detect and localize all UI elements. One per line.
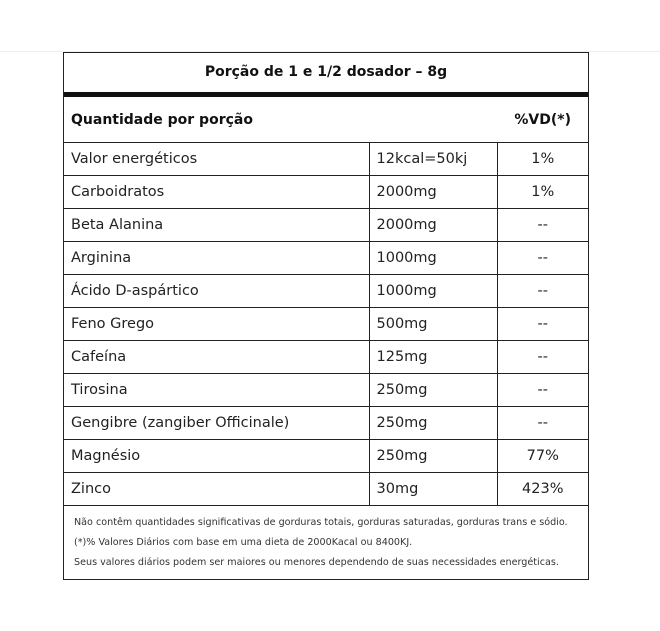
nutrient-daily-value: -- [497,341,588,374]
nutrient-amount: 12kcal=50kj [369,143,497,176]
nutrient-name: Beta Alanina [64,209,369,242]
nutrient-daily-value: 1% [497,176,588,209]
nutrient-daily-value: -- [497,374,588,407]
nutrient-daily-value: -- [497,308,588,341]
table-row [64,473,588,506]
nutrient-amount: 2000mg [369,209,497,242]
nutrient-daily-value: 77% [497,440,588,473]
table-row [64,143,588,176]
nutrient-name: Tirosina [64,374,369,407]
nutrient-amount: 250mg [369,407,497,440]
nutrient-name: Magnésio [64,440,369,473]
table-row [64,275,588,308]
footnote: Seus valores diários podem ser maiores ou menores dependendo de suas necessidades energéticas. [74,557,559,568]
nutrient-amount: 250mg [369,374,497,407]
footnotes [64,506,588,568]
serving-size-text: Porção de 1 e 1/2 dosador – 8g [204,64,448,80]
nutrient-name: Valor energéticos [64,143,369,176]
table-row [64,341,588,374]
table-row [64,374,588,407]
nutrient-daily-value: -- [497,242,588,275]
nutrient-name: Carboidratos [64,176,369,209]
table-row [64,209,588,242]
nutrient-amount: 250mg [369,440,497,473]
nutrient-amount: 1000mg [369,275,497,308]
quantity-per-serving-label: Quantidade por porção [71,111,253,128]
nutrient-daily-value: -- [497,407,588,440]
nutrient-amount: 30mg [369,473,497,506]
nutrient-amount: 2000mg [369,176,497,209]
nutrient-amount: 125mg [369,341,497,374]
nutrient-name: Feno Grego [64,308,369,341]
daily-value-label: %VD(*) [514,111,571,128]
nutrient-name: Cafeína [64,341,369,374]
nutrient-amount: 1000mg [369,242,497,275]
nutrient-table [64,143,588,506]
nutrition-facts-table [63,52,589,580]
nutrient-name: Gengibre (zangiber Officinale) [64,407,369,440]
nutrient-name: Zinco [64,473,369,506]
nutrient-daily-value: -- [497,209,588,242]
nutrient-amount: 500mg [369,308,497,341]
nutrient-daily-value: -- [497,275,588,308]
nutrient-name: Ácido D-aspártico [64,275,369,308]
nutrient-daily-value: 1% [497,143,588,176]
column-header-row [64,97,588,143]
serving-size-header [64,53,588,97]
footnote: (*)% Valores Diários com base em uma dieta de 2000Kacal ou 8400KJ. [74,537,413,548]
table-row [64,440,588,473]
nutrient-name: Arginina [64,242,369,275]
table-row [64,176,588,209]
table-row [64,407,588,440]
table-row [64,242,588,275]
footnote: Não contêm quantidades significativas de gorduras totais, gorduras saturadas, gorduras trans e sódio. [74,517,568,528]
nutrient-daily-value: 423% [497,473,588,506]
table-row [64,308,588,341]
